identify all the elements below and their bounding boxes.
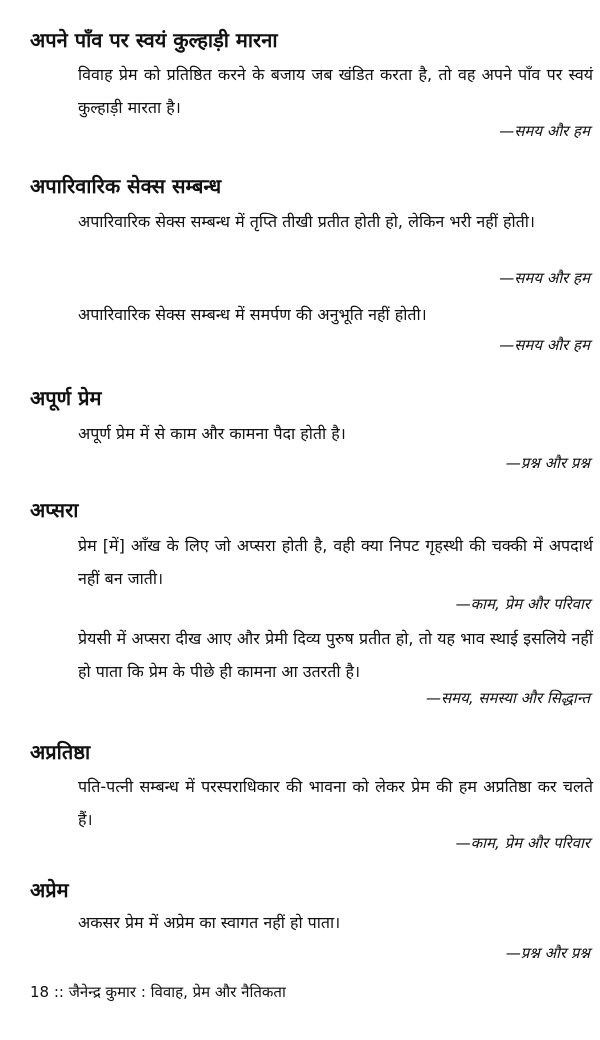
quote-text: प्रेम [में] आँख के लिए जो अप्सरा होती है, वही क्या निपट गृहस्थी की चक्की में अपदार्थ नहीं बन जाती। — [78, 536, 593, 588]
quote-source: —समय और हम — [499, 336, 590, 354]
quote-text: अपूर्ण प्रेम में से काम और कामना पैदा होती है। — [78, 424, 346, 443]
entry-heading: अप्रतिष्ठा — [30, 740, 91, 764]
page-footer: 18 :: जैनेन्द्र कुमार : विवाह, प्रेम और नैतिकता — [30, 983, 286, 1001]
quote-source: —प्रश्न और प्रश्न — [505, 944, 590, 962]
entry-heading: अपने पाँव पर स्वयं कुल्हाड़ी मारना — [30, 28, 278, 52]
quote-source: —काम, प्रेम और परिवार — [455, 595, 590, 613]
quote-source: —समय, समस्या और सिद्धान्त — [426, 689, 590, 707]
quote-source: —समय और हम — [499, 122, 590, 140]
entry-heading: अपूर्ण प्रेम — [30, 386, 102, 410]
entry-heading: अप्सरा — [30, 498, 79, 522]
entry-heading: अप्रेम — [30, 878, 69, 902]
entry-heading: अपारिवारिक सेक्स सम्बन्ध — [30, 174, 222, 198]
quote-source: —समय और हम — [499, 269, 590, 287]
quote-text: विवाह प्रेम को प्रतिष्ठित करने के बजाय जब खंडित करता है, तो वह अपने पाँव पर स्वयं कुल्हाड़ी मारता है। — [78, 65, 593, 117]
quote-text: अकसर प्रेम में अप्रेम का स्वागत नहीं हो पाता। — [78, 913, 341, 932]
quote-source: —प्रश्न और प्रश्न — [505, 454, 590, 472]
quote-source: —काम, प्रेम और परिवार — [455, 834, 590, 852]
quote-text: पति-पत्नी सम्बन्ध में परस्पराधिकार की भावना को लेकर प्रेम की हम अप्रतिष्ठा कर चलते हैं। — [78, 777, 593, 829]
quote-text: अपारिवारिक सेक्स सम्बन्ध में तृप्ति तीखी प्रतीत होती हो, लेकिन भरी नहीं होती। — [78, 212, 535, 231]
quote-text: अपारिवारिक सेक्स सम्बन्ध में समर्पण की अनुभूति नहीं होती। — [78, 305, 427, 324]
quote-text: प्रेयसी में अप्सरा दीख आए और प्रेमी दिव्य पुरुष प्रतीत हो, तो यह भाव स्थाई इसलिये नहीं हो पाता कि प्रेम के पीछे ही कामना आ उतरती है। — [78, 629, 593, 681]
